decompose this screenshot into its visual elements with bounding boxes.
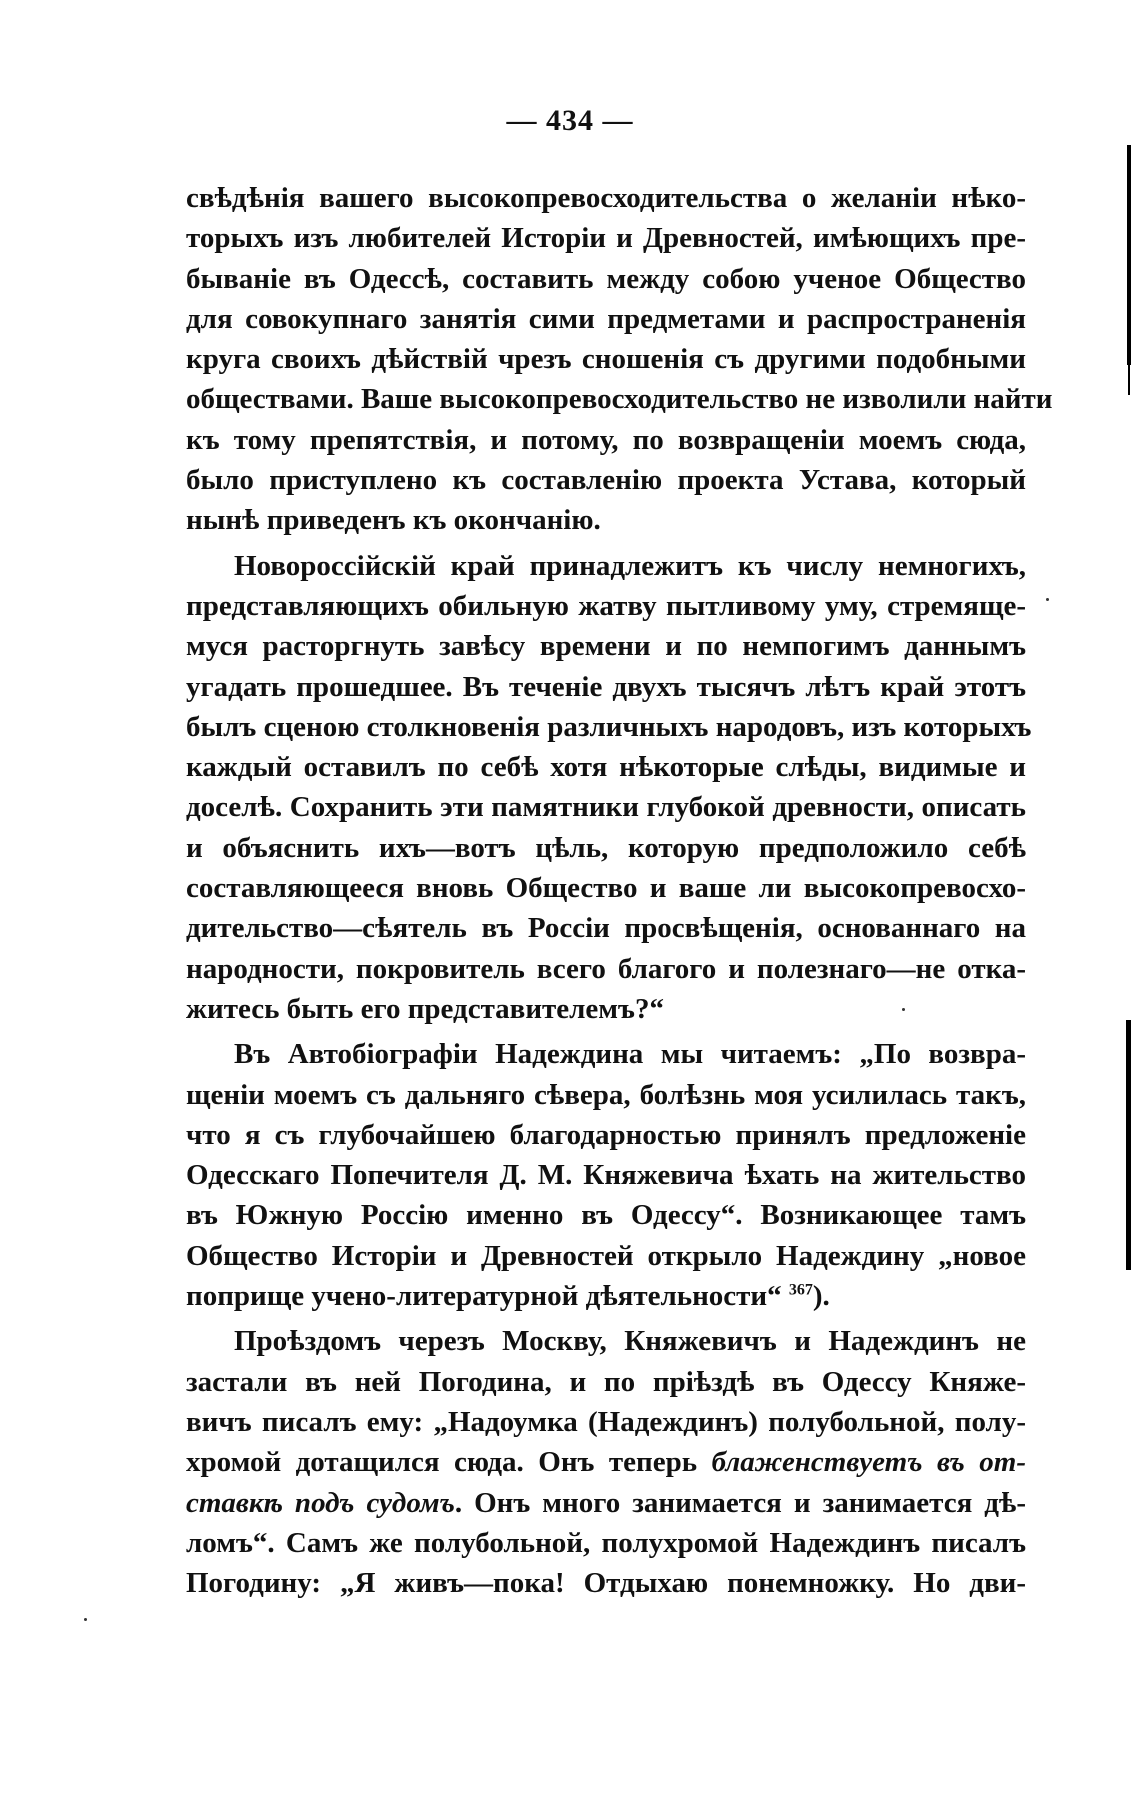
text-line-segment: хромой дотащился сюда. Онъ теперь (186, 1446, 698, 1479)
text-line: что я съ глубочайшею благодарностью принялъ предложеніе (186, 1118, 1026, 1151)
text-line-with-italic (186, 1442, 1026, 1482)
text-line: каждый оставилъ по себѣ хотя нѣкоторые слѣды, видимые и (186, 751, 1026, 784)
text-line: и объяснить ихъ—вотъ цѣль, которую предположило себѣ (186, 831, 1026, 864)
text-line: торыхъ изъ любителей Исторіи и Древностей, имѣющихъ пре- (186, 222, 1026, 255)
scan-speck (902, 1008, 905, 1011)
text-line: вичъ писалъ ему: „Надоумка (Надеждинъ) полубольной, полу- (186, 1405, 1026, 1438)
text-line: Новороссійскій край принадлежитъ къ числу немногихъ, (234, 549, 1026, 582)
body-text (186, 178, 1053, 1603)
text-line: представляющихъ обильную жатву пытливому уму, стремяще- (186, 589, 1026, 622)
footnote-reference: 367 (788, 1281, 813, 1299)
scan-speck (1046, 598, 1049, 601)
text-line-segment: . Онъ много занимается и занимается дѣ- (454, 1486, 1026, 1519)
scan-edge-mark (1127, 145, 1131, 365)
text-line: обществами. Ваше высокопревосходительство не изволили найти (186, 383, 1053, 416)
text-line-segment: поприще учено-литературной дѣятельности“ (186, 1280, 782, 1313)
italic-phrase: блаженствуетъ въ от- (711, 1446, 1027, 1479)
text-line: застали въ ней Погодина, и по пріѣздѣ въ Одессу Княже- (186, 1365, 1026, 1398)
text-line: быванiе въ Одессѣ, составить между собою ученое Общество (186, 262, 1026, 295)
text-line: Погодину: „Я живъ—пока! Отдыхаю понемножку. Но дви- (186, 1567, 1026, 1600)
scan-edge-mark (1128, 365, 1130, 395)
text-line: щеніи моемъ съ дальняго сѣвера, болѣзнь моя усилилась такъ, (186, 1078, 1026, 1111)
text-line-with-footnote (186, 1276, 1026, 1316)
text-line: былъ сценою столкновенія различныхъ народовъ, изъ которыхъ (186, 710, 1032, 743)
footnote-closing: ). (812, 1280, 830, 1313)
text-line: народности, покровитель всего благого и полезнаго—не отка- (186, 952, 1026, 985)
italic-phrase: ставкѣ подъ судомъ (186, 1486, 455, 1519)
text-line: Проѣздомъ черезъ Москву, Княжевичъ и Надеждинъ не (234, 1325, 1026, 1358)
text-line: ломъ“. Самъ же полубольной, полухромой Надеждинъ писалъ (186, 1526, 1026, 1559)
text-line: къ тому препятствія, и потому, по возвращеніи моемъ сюда, (186, 423, 1026, 456)
text-line: муся расторгнуть завѣсу времени и по немпогимъ даннымъ (186, 630, 1026, 663)
text-line: было приступлено къ составленію проекта Устава, который (186, 464, 1026, 497)
text-line: свѣдѣнія вашего высокопревосходительства о желаніи нѣко- (186, 182, 1026, 214)
scan-edge-mark (1126, 1020, 1131, 1270)
page-number: — 434 — (506, 104, 634, 137)
text-line: Одесскаго Попечителя Д. М. Княжевича ѣхать на жительство (186, 1159, 1026, 1192)
text-line: доселѣ. Сохранить эти памятники глубокой древности, описать (186, 791, 1026, 824)
text-line: въ Южную Россію именно въ Одессу“. Возникающее тамъ (186, 1199, 1026, 1232)
text-line: Общество Исторіи и Древностей открыло Надеждину „новое (186, 1239, 1026, 1272)
text-line: угадать прошедшее. Въ теченіе двухъ тысячъ лѣтъ край этотъ (186, 670, 1026, 703)
text-line: житесь быть его представителемъ?“ (186, 992, 664, 1025)
text-line: круга своихъ дѣйствій чрезъ сношенія съ другими подобными (186, 343, 1026, 376)
text-line: нынѣ приведенъ къ окончанію. (186, 504, 601, 537)
scan-speck (84, 1618, 87, 1621)
text-line: для совокупнаго занятія сими предметами и распространенія (186, 302, 1026, 335)
text-line: дительство—сѣятель въ Россіи просвѣщенія, основаннаго на (186, 912, 1026, 945)
text-line: составляющееся вновь Общество и ваше ли высокопревосхо- (186, 872, 1026, 905)
text-line: Въ Автобіографіи Надеждина мы читаемъ: „По возвра- (234, 1038, 1026, 1071)
text-line-with-italic (186, 1483, 1026, 1523)
